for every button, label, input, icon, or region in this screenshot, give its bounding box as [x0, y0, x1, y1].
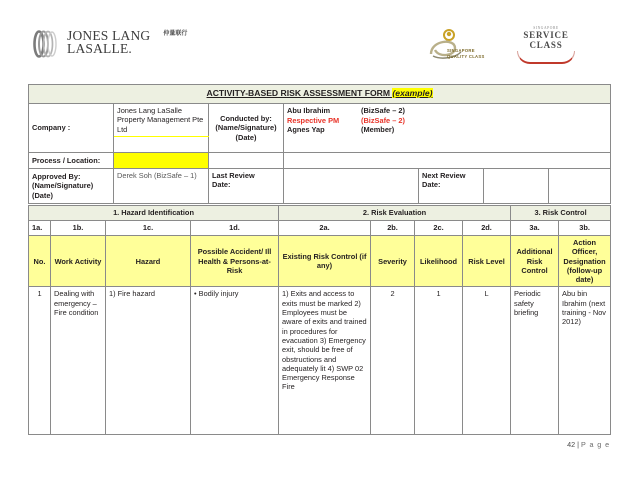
service-class-line1: SERVICE	[523, 30, 569, 40]
conducted-name-1: Abu Ibrahim	[287, 106, 331, 115]
footer-page-number: 42	[567, 440, 576, 449]
cell-existing-risk-control: 1) Exits and access to exits must be marked 2) Employees must be aware of exits and trained in procedures for evacuation 3) Emergency exit, should be free of obstructions and adequately lit 4) SWP 02 Emergency Response Fire	[279, 287, 371, 435]
column-header-action-officer: Action Officer, Designation (follow-up date)	[559, 236, 611, 287]
service-class-swoosh-icon	[517, 51, 575, 64]
approved-by-label	[29, 168, 114, 203]
last-review-date-value[interactable]	[284, 168, 419, 203]
conducted-by-label-line2: (Name/Signature)	[215, 123, 277, 133]
next-review-date-label-line2: Date:	[422, 180, 441, 190]
sqc-logo-text	[447, 48, 485, 59]
approved-row-trailing-cell	[549, 168, 611, 203]
approved-by-row	[29, 168, 611, 203]
next-review-date-label	[419, 168, 484, 203]
process-location-label: Process / Location:	[29, 152, 114, 168]
column-header-possible-accident: Possible Accident/ Ill Health & Persons-at-Risk	[191, 236, 279, 287]
approved-by-value: Derek Soh (BizSafe – 1)	[114, 168, 209, 203]
conducted-by-label-line1: Conducted by:	[220, 114, 272, 123]
jll-wordmark-line1: JONES LANG	[67, 28, 151, 43]
table-row	[29, 287, 611, 435]
code-3a: 3a.	[511, 221, 559, 236]
conducted-by-value	[284, 104, 611, 153]
form-title-cell	[29, 85, 611, 104]
column-header-hazard: Hazard	[106, 236, 191, 287]
column-header-additional-risk-control: Additional Risk Control	[511, 236, 559, 287]
jll-emblem-icon	[30, 29, 60, 59]
column-header-existing-risk-control: Existing Risk Control (if any)	[279, 236, 371, 287]
cell-work-activity: Dealing with emergency – Fire condition	[51, 287, 106, 435]
process-location-blank-cell	[284, 152, 611, 168]
singapore-quality-class-logo	[425, 28, 503, 64]
cell-action-officer: Abu bin Ibrahim (next training - Nov 2012)	[559, 287, 611, 435]
sqc-text-line1: SINGAPORE	[447, 48, 475, 53]
section-hazard-identification: 1. Hazard Identification	[29, 206, 279, 221]
code-1a: 1a.	[29, 221, 51, 236]
process-location-row	[29, 152, 611, 168]
next-review-date-label-line1: Next Review	[422, 170, 466, 180]
page-footer	[28, 440, 610, 449]
company-value: Jones Lang LaSalle Property Management Pte Ltd	[114, 104, 209, 137]
jll-chinese-name: 仲量联行	[163, 30, 188, 37]
code-row	[29, 221, 611, 236]
column-header-row	[29, 236, 611, 287]
code-1b: 1b.	[51, 221, 106, 236]
approved-by-label-line1: Approved By:	[32, 171, 81, 181]
jll-wordmark-line2: LASALLE.	[67, 40, 132, 56]
code-2a: 2a.	[279, 221, 371, 236]
service-class-logo	[513, 26, 579, 64]
section-header-row	[29, 206, 611, 221]
form-title-text: ACTIVITY-BASED RISK ASSESSMENT FORM	[206, 87, 393, 98]
footer-page-word: P a g e	[581, 440, 610, 449]
process-location-value[interactable]	[114, 152, 209, 168]
conducted-by-name-list	[287, 106, 607, 135]
conducted-role-3: (Member)	[361, 125, 395, 135]
process-location-spacer-cell	[209, 152, 284, 168]
company-label: Company :	[29, 104, 114, 153]
last-review-date-label-line2: Date:	[212, 180, 231, 190]
conducted-by-label-line3: (Date)	[235, 132, 257, 142]
form-title-example-tag: (example)	[392, 87, 433, 98]
jll-wordmark	[67, 28, 150, 55]
code-3b: 3b.	[559, 221, 611, 236]
cell-no: 1	[29, 287, 51, 435]
column-header-work-activity: Work Activity	[51, 236, 106, 287]
column-header-likelihood: Likelihood	[415, 236, 463, 287]
logo-bar	[0, 0, 638, 84]
cell-likelihood: 1	[415, 287, 463, 435]
code-2b: 2b.	[371, 221, 415, 236]
code-2c: 2c.	[415, 221, 463, 236]
service-class-line2: CLASS	[529, 39, 563, 50]
last-review-date-label	[209, 168, 284, 203]
column-header-risk-level: Risk Level	[463, 236, 511, 287]
column-header-no: No.	[29, 236, 51, 287]
conducted-role-1: (BizSafe – 2)	[361, 106, 405, 115]
company-row	[29, 104, 611, 137]
cell-hazard: 1) Fire hazard	[106, 287, 191, 435]
company-value-continuation	[114, 136, 209, 152]
conducted-name-2: Respective PM	[287, 115, 340, 125]
section-risk-control: 3. Risk Control	[511, 206, 611, 221]
approved-by-label-line3: (Date)	[32, 190, 53, 200]
footer-separator: |	[575, 440, 582, 449]
cell-additional-risk-control: Periodic safety briefing	[511, 287, 559, 435]
code-2d: 2d.	[463, 221, 511, 236]
next-review-date-value[interactable]	[484, 168, 549, 203]
form-title-row	[29, 85, 611, 104]
form-header-table	[28, 84, 611, 204]
conducted-role-2: (BizSafe – 2)	[361, 115, 405, 125]
risk-assessment-table	[28, 205, 611, 435]
cell-severity: 2	[371, 287, 415, 435]
cell-risk-level: L	[463, 287, 511, 435]
sqc-text-line2: QUALITY CLASS	[447, 53, 485, 59]
code-1d: 1d.	[191, 221, 279, 236]
jones-lang-lasalle-logo	[30, 28, 187, 59]
cell-possible-accident: • Bodily injury	[191, 287, 279, 435]
column-header-severity: Severity	[371, 236, 415, 287]
code-1c: 1c.	[106, 221, 191, 236]
conducted-name-3: Agnes Yap	[287, 125, 325, 135]
service-class-top-text: SINGAPORE	[533, 26, 559, 30]
approved-by-label-line2: (Name/Signature)	[32, 181, 94, 191]
section-risk-evaluation: 2. Risk Evaluation	[279, 206, 511, 221]
conducted-by-label	[209, 104, 284, 153]
last-review-date-label-line1: Last Review	[212, 170, 255, 180]
